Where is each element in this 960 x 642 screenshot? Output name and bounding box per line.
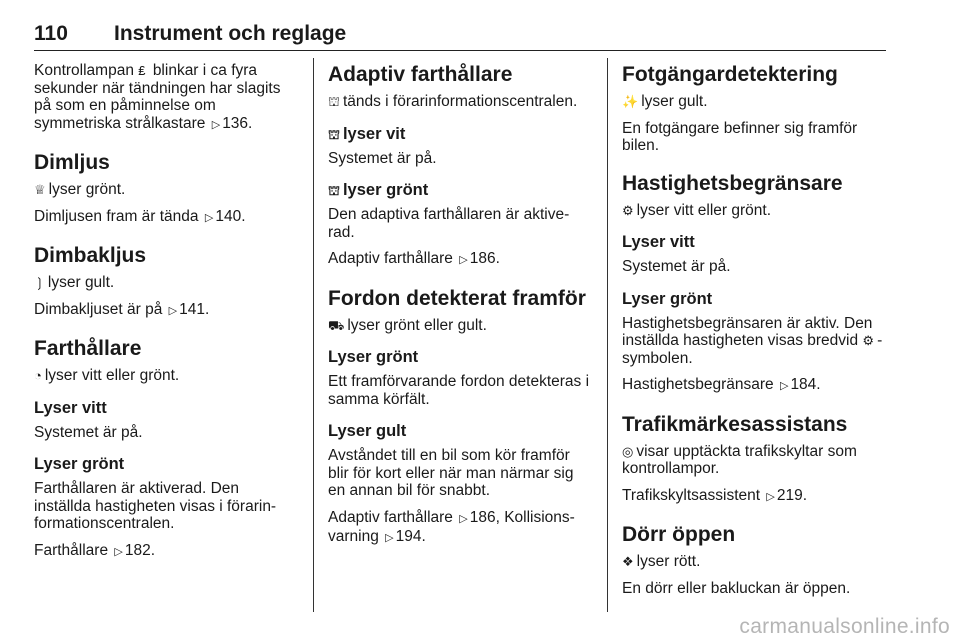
subsection-acc-lyser-gront: ⛫ lyser grönt	[328, 181, 429, 199]
page-ref-icon: ▷	[459, 512, 468, 525]
farthallare-ref: Farthållare ▷ 182.	[34, 542, 296, 562]
adaptive-cruise-icon: ⛫	[328, 183, 340, 198]
section-title-trafikmarkesassistans: Trafikmärkesassistans	[622, 412, 848, 436]
page-ref-icon: ▷	[204, 211, 214, 224]
page-ref-icon: ▷	[168, 304, 178, 317]
dorr-status: ❖ lyser rött.	[622, 553, 701, 570]
subsection-hast-lyser-vitt: Lyser vitt	[622, 233, 695, 251]
page-ref-icon: ▷	[211, 118, 221, 131]
traffic-sign-icon: ◎	[622, 443, 634, 459]
dimbakljus-text: Dimbakljuset är på ▷ 141.	[34, 301, 296, 321]
page-number: 110	[34, 22, 68, 45]
rear-fog-light-icon: ❳	[34, 275, 45, 290]
vehicle-ahead-icon: ⛟	[328, 317, 345, 333]
page-ref-icon: ▷	[779, 380, 789, 392]
subsection-lyser-gront: Lyser grönt	[34, 455, 125, 473]
column-1	[34, 62, 296, 570]
section-title-fordon-detekterat: Fordon detekterat framför	[328, 286, 586, 310]
acc-status: ⛫ tänds i förarinformationscentralen.	[328, 93, 578, 110]
column-divider	[607, 58, 608, 612]
speed-limiter-icon: ⚙	[862, 333, 875, 348]
page-ref-icon: ▷	[114, 545, 123, 558]
column-divider	[313, 58, 314, 612]
dimbakljus-status: ❳ lyser gult.	[34, 274, 115, 291]
fordon-ref: Adaptiv farthållare ▷ 186, Kollisions-varning ▷ 194.	[328, 509, 590, 548]
hast-vitt-text: Systemet är på.	[622, 258, 731, 275]
page-ref-icon: ▷	[766, 490, 775, 503]
trafik-status: ◎ visar upptäckta trafikskyltar som kontrollampor.	[622, 442, 857, 477]
section-title-dimbakljus: Dimbakljus	[34, 244, 147, 267]
section-title-adaptiv-farthallare: Adaptiv farthållare	[328, 63, 513, 86]
symmetric-headlight-icon: ₤	[138, 63, 146, 78]
dimljus-text: Dimljusen fram är tända ▷ 140.	[34, 208, 296, 228]
cruise-control-icon: ◔	[34, 368, 42, 383]
speed-limiter-icon: ⚙	[622, 202, 634, 218]
section-title-fotgangardetektering: Fotgängardetektering	[622, 63, 838, 86]
page-header	[34, 6, 886, 51]
section-title-dorr-oppen: Dörr öppen	[622, 523, 736, 546]
hast-ref: Hastighetsbegränsare ▷ 184.	[622, 376, 892, 396]
subsection-fordon-lyser-gront: Lyser grönt	[328, 348, 419, 366]
page-title: Instrument och reglage	[114, 22, 347, 45]
fotg-status: ✨ lyser gult.	[622, 93, 708, 110]
fordon-gront-text: Ett framförvarande fordon detekteras i samma körfält.	[328, 373, 590, 408]
acc-vit-text: Systemet är på.	[328, 149, 437, 167]
section-title-hastighetsbegransare: Hastighetsbegränsare	[622, 171, 843, 195]
pedestrian-icon: ✨	[622, 94, 639, 109]
lyser-gront-text: Farthållaren är aktiverad. Den inställda hastigheten visas i förarin-formationscentralen.	[34, 480, 277, 532]
hast-status: ⚙ lyser vitt eller grönt.	[622, 201, 772, 219]
trafik-ref: Trafikskyltsassistent ▷ 219.	[622, 487, 892, 507]
dimljus-status: ♕ lyser grönt.	[34, 181, 126, 198]
door-open-icon: ❖	[622, 554, 634, 569]
page-ref-icon: ▷	[385, 532, 394, 544]
subsection-lyser-vitt: Lyser vitt	[34, 398, 107, 417]
front-fog-light-icon: ♕	[34, 182, 46, 197]
subsection-fordon-lyser-gult: Lyser gult	[328, 422, 407, 440]
fordon-status: ⛟ lyser grönt eller gult.	[328, 316, 487, 334]
page-ref-icon: ▷	[459, 254, 468, 266]
adaptive-cruise-icon: ⛫	[328, 94, 340, 109]
dorr-text: En dörr eller bakluckan är öppen.	[622, 579, 851, 597]
fordon-gult-text: Avståndet till en bil som kör framför blir för kort eller när man närmar sig en annan bil för snabbt.	[328, 447, 574, 499]
section-title-farthallare: Farthållare	[34, 337, 142, 360]
subsection-hast-lyser-gront: Lyser grönt	[622, 289, 713, 308]
column-3	[622, 62, 892, 606]
column-2	[328, 62, 590, 557]
subsection-acc-lyser-vit: ⛫ lyser vit	[328, 124, 406, 143]
hast-gront-text: Hastighetsbegränsaren är aktiv. Den inställda hastigheten visas bredvid ⚙ -symbolen.	[622, 314, 883, 367]
watermark: carmanualsonline.info	[739, 615, 950, 638]
intro-paragraph: Kontrollampan ₤ blinkar i ca fyra sekunder när tändningen har slagits på som en påminnelse om symmetriska strålkastare ▷ 136.	[34, 62, 296, 134]
acc-ref: Adaptiv farthållare ▷ 186.	[328, 250, 590, 270]
acc-gront-text: Den adaptiva farthållaren är aktive-rad.	[328, 206, 570, 241]
lyser-vitt-text: Systemet är på.	[34, 423, 143, 441]
farthallare-status: ◔ lyser vitt eller grönt.	[34, 367, 180, 384]
fotg-text: En fotgängare befinner sig framför bilen.	[622, 119, 858, 154]
section-title-dimljus: Dimljus	[34, 151, 110, 174]
adaptive-cruise-icon: ⛫	[328, 126, 340, 142]
